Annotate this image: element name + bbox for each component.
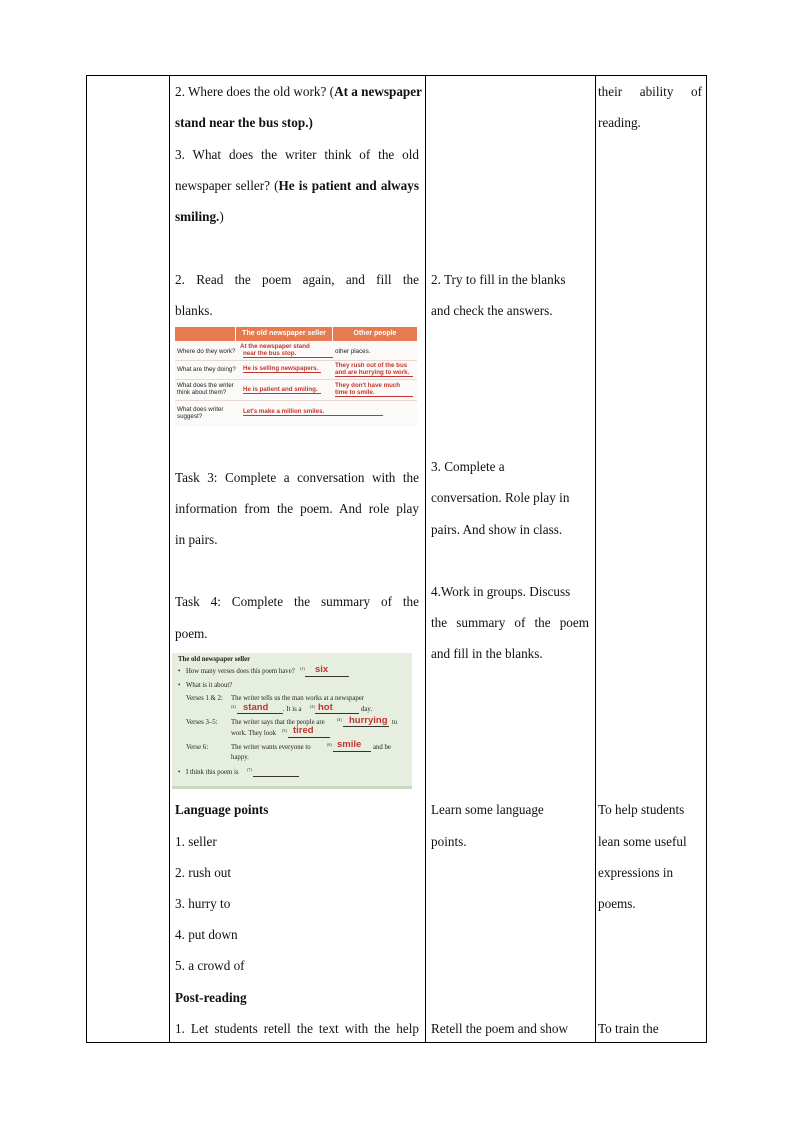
blank-line — [333, 751, 371, 752]
summary-q1: How many verses does this poem have? — [186, 668, 295, 675]
fill-answer: At the newspaper stand — [240, 343, 310, 350]
blank-number: (6) — [327, 742, 332, 747]
question-3-answer: smiling.) — [175, 209, 224, 224]
blank-number: (2) — [231, 704, 236, 709]
student-step-2-cont: and check the answers. — [431, 303, 553, 318]
purpose-text: To train the — [598, 1021, 659, 1036]
summary-verse-text: . It is a — [283, 706, 302, 713]
blank-number: (3) — [310, 704, 315, 709]
blank-line — [305, 676, 349, 677]
fill-other-answer: They rush out of the bus — [335, 362, 408, 369]
question-3-cont: newspaper seller? (He is patient and always — [175, 178, 419, 193]
post-reading-title: Post-reading — [175, 990, 247, 1005]
summary-verse-text: to — [392, 719, 398, 726]
summary-verse-label: Verses 1 & 2: — [186, 695, 223, 702]
poem-summary-image — [172, 653, 412, 789]
read-poem-instruction-cont: blanks. — [175, 303, 213, 318]
blank-number: (1) — [300, 666, 305, 671]
summary-q2: What is it about? — [186, 682, 233, 689]
language-points-title: Language points — [175, 802, 269, 817]
bullet-icon: • — [178, 682, 181, 689]
language-point: 4. put down — [175, 927, 238, 942]
purpose-text: expressions in — [598, 865, 674, 880]
summary-answer: stand — [243, 702, 269, 713]
student-activity-column — [425, 76, 595, 1042]
blank-line — [315, 713, 359, 714]
row-separator — [175, 400, 417, 401]
question-2-answer: stand near the bus stop.) — [175, 115, 313, 130]
summary-q3: I think this poem is — [186, 769, 239, 776]
language-point: 5. a crowd of — [175, 958, 245, 973]
student-step-2: 2. Try to fill in the blanks — [431, 272, 566, 287]
read-poem-instruction: 2. Read the poem again, and fill the — [175, 272, 419, 287]
fill-other-answer: time to smile. — [335, 389, 413, 397]
task-4: Task 4: Complete the summary of the — [175, 594, 419, 609]
bullet-icon: • — [178, 668, 181, 675]
fill-other-answer: and are hurrying to work. — [335, 369, 413, 377]
student-step-3-cont: conversation. Role play in — [431, 490, 570, 505]
fill-table-header-blank — [175, 327, 235, 341]
task-3-cont: in pairs. — [175, 532, 218, 547]
student-post-reading: Retell the poem and show — [431, 1021, 568, 1036]
student-step-3-cont: pairs. And show in class. — [431, 522, 563, 537]
student-step-4: 4.Work in groups. Discuss — [431, 584, 571, 599]
summary-answer: tired — [293, 725, 314, 736]
fill-answer: He is patient and smiling. — [243, 386, 321, 394]
language-point: 3. hurry to — [175, 896, 231, 911]
fill-row-label: Where do they work? — [177, 348, 236, 355]
fill-row-label: think about them? — [177, 389, 227, 396]
summary-verse-label: Verse 6: — [186, 744, 209, 751]
row-separator — [175, 379, 417, 380]
question-2: 2. Where does the old work? (At a newspaper — [175, 84, 422, 99]
purpose-text: To help students — [598, 802, 685, 817]
fill-blanks-table-image — [175, 327, 417, 427]
purpose-text: lean some useful — [598, 834, 687, 849]
fill-answer: near the bus stop. — [243, 350, 333, 358]
lesson-plan-table — [86, 75, 707, 1043]
summary-title: The old newspaper seller — [178, 656, 251, 663]
task-3: Task 3: Complete a conversation with the — [175, 470, 419, 485]
student-language-points: Learn some language — [431, 802, 544, 817]
summary-answer: six — [315, 664, 329, 675]
stage-column — [87, 76, 169, 1042]
student-language-points-cont: points. — [431, 834, 467, 849]
blank-line — [237, 713, 283, 714]
row-separator — [175, 360, 417, 361]
blank-number: (4) — [337, 717, 342, 722]
task-4-cont: poem. — [175, 626, 208, 641]
fill-table-header-seller: The old newspaper seller — [236, 327, 332, 341]
student-step-4-cont: the summary of the poem — [431, 615, 589, 630]
summary-verse-text: happy. — [231, 754, 249, 761]
purpose-column — [595, 76, 708, 1042]
blank-number: (5) — [282, 728, 287, 733]
blank-line — [253, 776, 299, 777]
fill-answer: Let's make a million smiles. — [243, 408, 383, 416]
purpose-text: their ability of — [598, 84, 702, 99]
teacher-activity-column — [169, 76, 425, 1042]
blank-line — [343, 726, 389, 727]
fill-other-answer: They don't have much — [335, 382, 401, 389]
task-3-cont: information from the poem. And role play — [175, 501, 419, 516]
summary-verse-text: and be — [373, 744, 391, 751]
summary-verse-text: The writer wants everyone to — [231, 744, 311, 751]
summary-verse-text: work. They look — [231, 730, 276, 737]
bullet-icon: • — [178, 769, 181, 776]
student-step-3: 3. Complete a — [431, 459, 505, 474]
fill-row-label: What are they doing? — [177, 366, 236, 373]
summary-verse-text: The writer tells us the man works at a newspaper — [231, 695, 365, 702]
language-point: 2. rush out — [175, 865, 232, 880]
summary-answer: hurrying — [349, 715, 388, 726]
purpose-text: reading. — [598, 115, 641, 130]
summary-verse-text: The writer says that the people are — [231, 719, 325, 726]
fill-answer: He is selling newspapers. — [243, 365, 321, 373]
fill-row-label: What does the writer — [177, 382, 234, 389]
blank-number: (7) — [247, 767, 252, 772]
blank-line — [288, 737, 330, 738]
summary-answer: smile — [337, 739, 362, 750]
fill-row-label: What does writer — [177, 406, 224, 413]
summary-answer: hot — [318, 702, 333, 713]
post-reading-step: 1. Let students retell the text with the help — [175, 1021, 419, 1036]
student-step-4-cont: and fill in the blanks. — [431, 646, 543, 661]
fill-row-label: suggest? — [177, 413, 203, 420]
question-3: 3. What does the writer think of the old — [175, 147, 419, 162]
summary-verse-text: day. — [361, 706, 373, 713]
fill-other: other places. — [335, 348, 371, 355]
language-point: 1. seller — [175, 834, 217, 849]
fill-table-header-other: Other people — [333, 327, 417, 341]
summary-verse-label: Verses 3–5: — [186, 719, 218, 726]
purpose-text: poems. — [598, 896, 636, 911]
